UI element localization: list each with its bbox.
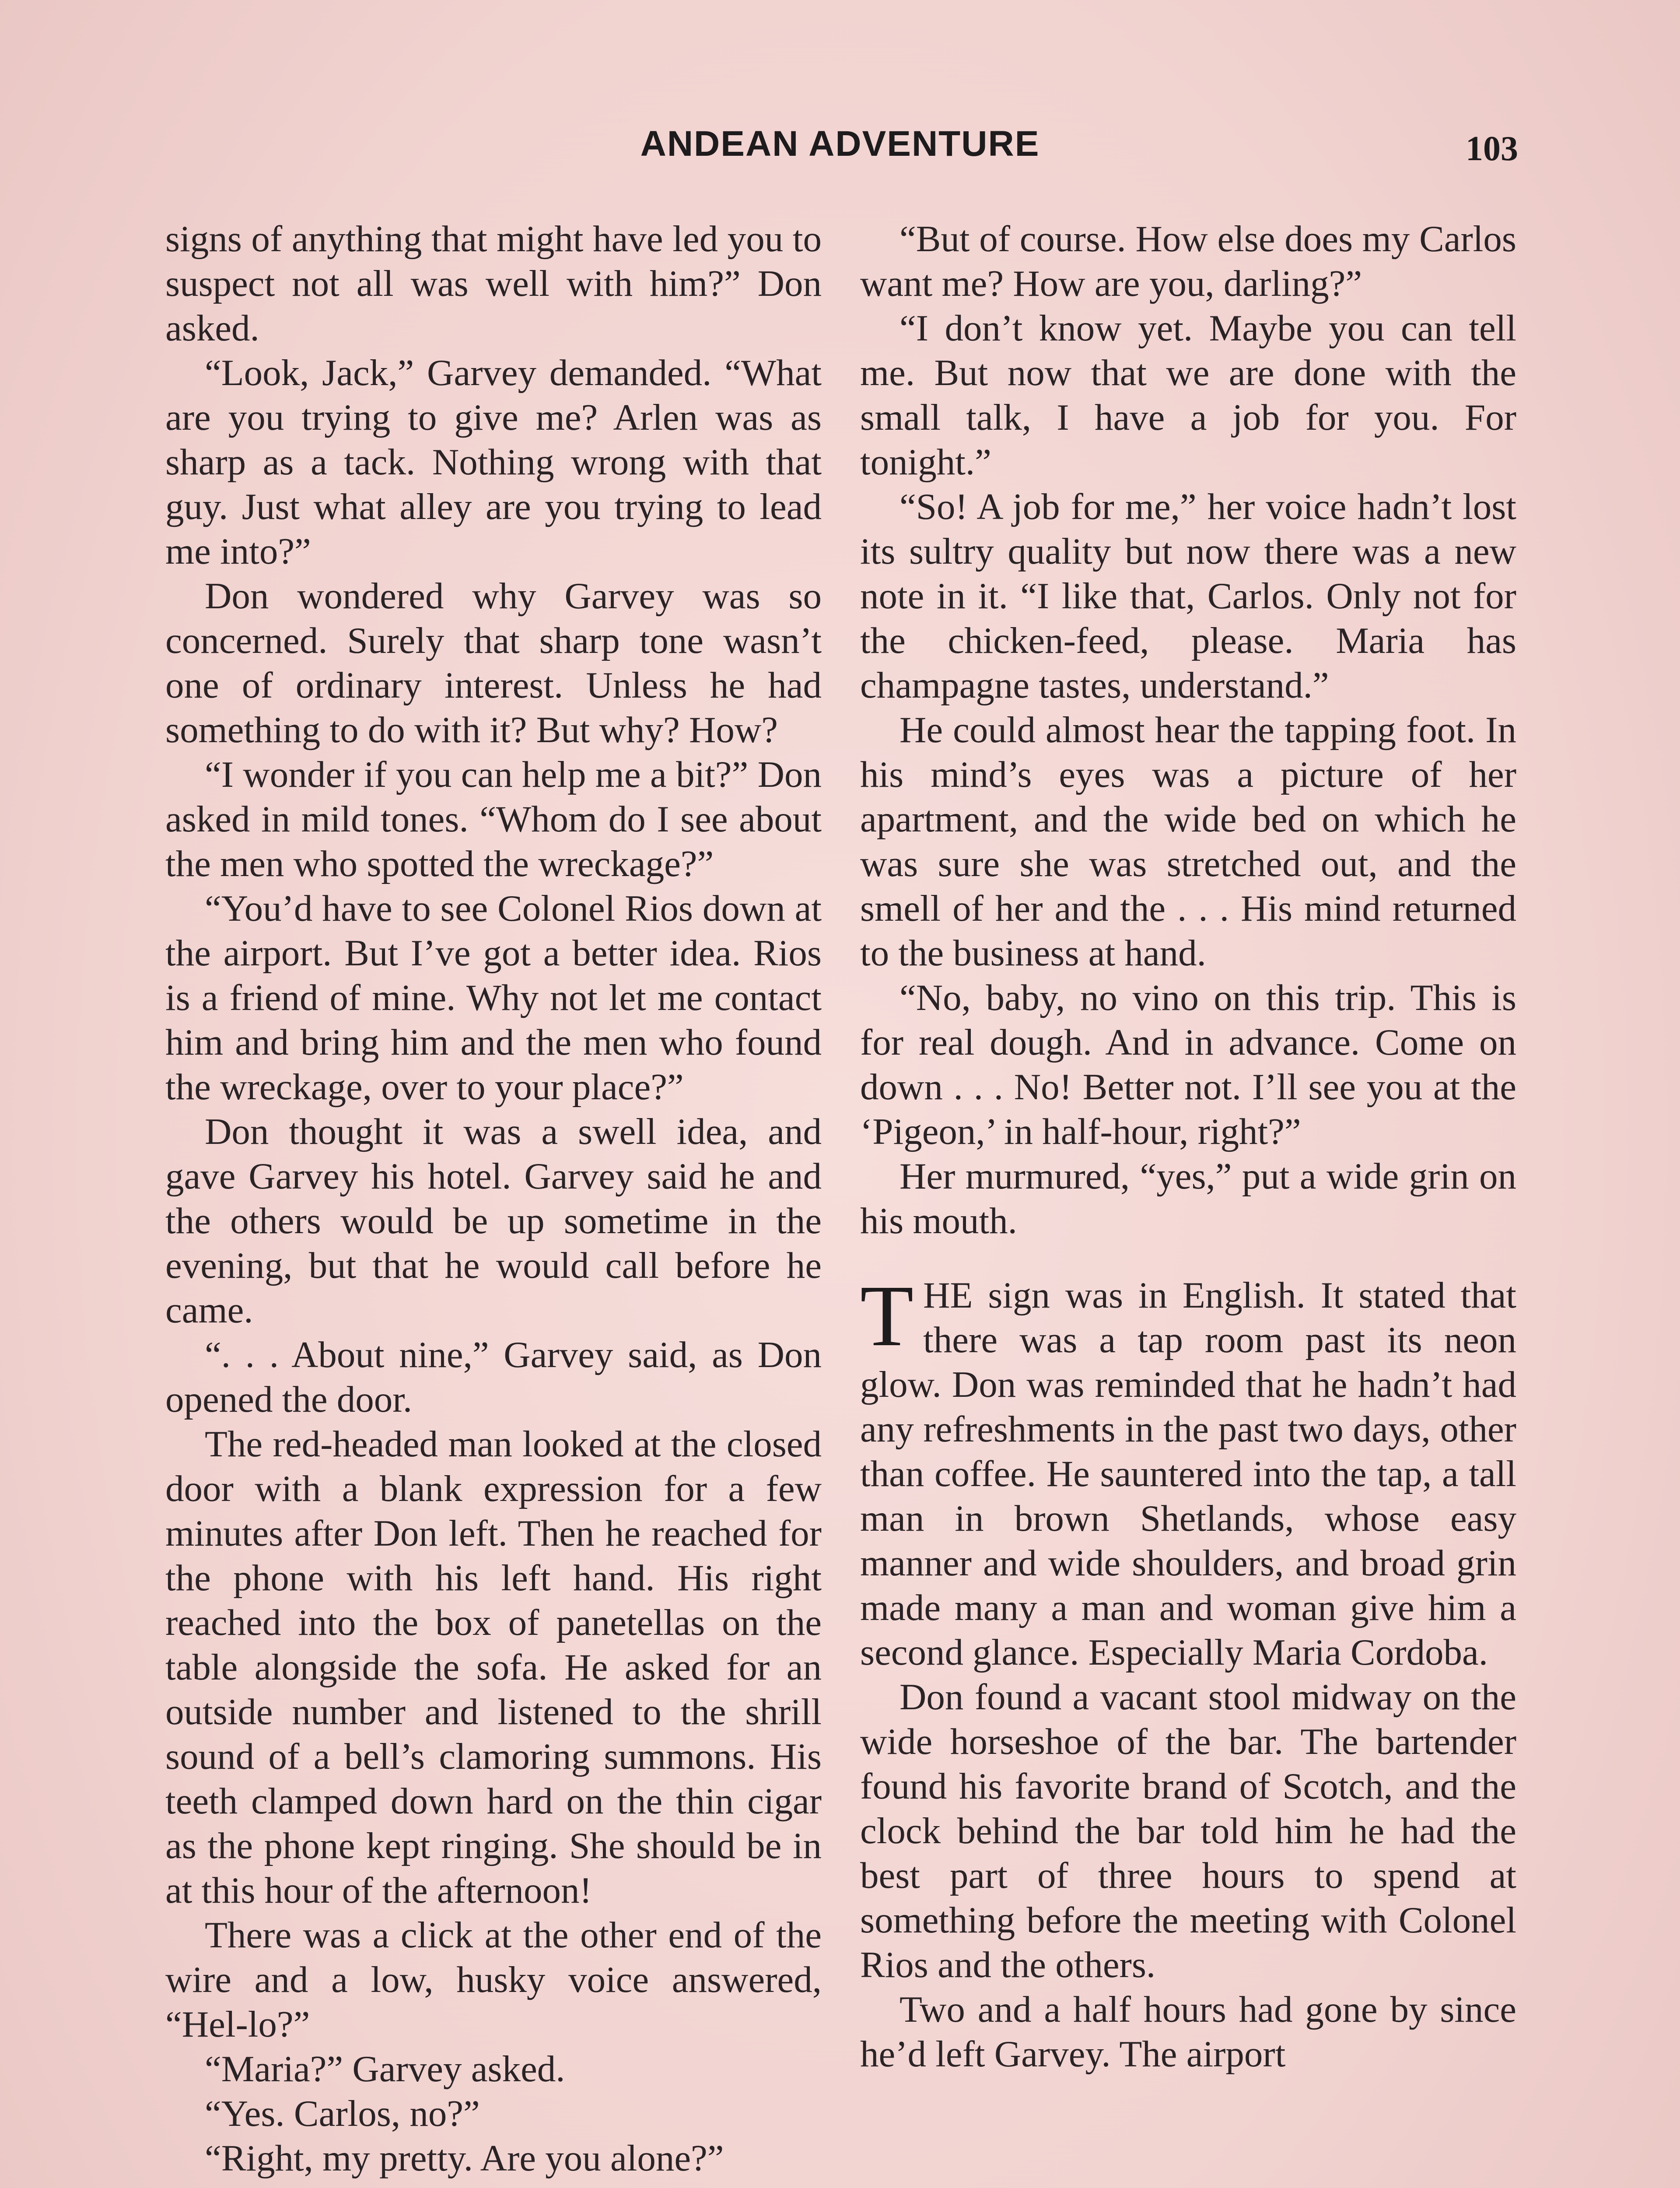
- paragraph: “Look, Jack,” Garvey demanded. “What are you trying to give me? Arlen was as sharp as a tack. Nothing wrong with that guy. Just what alley are you trying to lead me into?”: [165, 352, 822, 572]
- paragraph: There was a click at the other end of the wire and a low, husky voice answered, “Hel-lo?”: [165, 1914, 822, 2045]
- paragraph: “Maria?” Garvey asked.: [205, 2048, 565, 2090]
- left-column: [165, 217, 822, 2181]
- paragraph: Two and a half hours had gone by since he’d left Garvey. The airport: [860, 1989, 1516, 2075]
- drop-cap: T: [860, 1268, 914, 1364]
- paragraph: The red-headed man looked at the closed door with a blank expression for a few minutes after Don left. Then he reached for the phone with his left hand. His right reached into the box of panetellas on the table alongside the sofa. He asked for an outside number and listened to the shrill sound of a bell’s clamoring summons. His teeth clamped down hard on the thin cigar as the phone kept ringing. She should be in at this hour of the afternoon!: [165, 1424, 822, 1911]
- page-number: 103: [1466, 130, 1518, 168]
- paragraph: “Right, my pretty. Are you alone?”: [205, 2138, 724, 2179]
- paragraph: Don thought it was a swell idea, and gave Garvey his hotel. Garvey said he and the others would be up sometime in the evening, but that he would call before he came.: [165, 1111, 822, 1331]
- paragraph: “I wonder if you can help me a bit?” Don asked in mild tones. “Whom do I see about the men who spotted the wreckage?”: [165, 754, 822, 884]
- paragraph: “. . . About nine,” Garvey said, as Don opened the door.: [165, 1334, 822, 1420]
- paragraph: “Yes. Carlos, no?”: [205, 2093, 480, 2134]
- right-column: [860, 217, 1516, 2076]
- paragraph: signs of anything that might have led you to suspect not all was well with him?” Don asked.: [165, 218, 822, 349]
- paragraph: “So! A job for me,” her voice hadn’t lost its sultry quality but now there was a new note in it. “I like that, Carlos. Only not for the chicken-feed, please. Maria has champagne tastes, understand.”: [860, 486, 1516, 706]
- paragraph: “You’d have to see Colonel Rios down at the airport. But I’ve got a better idea. Rios is a friend of mine. Why not let me contact him and bring him and the men who found the wreckage, over to your place?”: [165, 888, 822, 1108]
- paragraph: Don found a vacant stool midway on the wide horseshoe of the bar. The bartender found his favorite brand of Scotch, and the clock behind the bar told him he had the best part of three hours to spend at something before the meeting with Colonel Rios and the others.: [860, 1676, 1516, 1985]
- paragraph: “I don’t know yet. Maybe you can tell me. But now that we are done with the small talk, I have a job for you. For tonight.”: [860, 308, 1516, 483]
- paragraph: He could almost hear the tapping foot. In his mind’s eyes was a picture of her apartment, and the wide bed on which he was sure she was stretched out, and the smell of her and the . . . His mind returned to the business at hand.: [860, 709, 1516, 974]
- paragraph: “But of course. How else does my Carlos want me? How are you, darling?”: [860, 218, 1516, 304]
- paragraph-text: HE sign was in English. It stated that there was a tap room past its neon glow. Don was reminded that he hadn’t had any refreshments in the past two days, other than coffee. He sauntered into the tap, a tall man in brown Shetlands, whose easy manner and wide shoulders, and broad grin made many a man and woman give him a second glance. Especially Maria Cordoba.: [860, 1275, 1516, 1673]
- section-opening-paragraph: [860, 1268, 1516, 1675]
- paragraph: Don wondered why Garvey was so concerned. Surely that sharp tone wasn’t one of ordinary interest. Unless he had something to do with it? But why? How?: [165, 575, 822, 750]
- running-title: ANDEAN ADVENTURE: [640, 124, 1040, 164]
- paragraph: “No, baby, no vino on this trip. This is for real dough. And in advance. Come on down . . . No! Better not. I’ll see you at the ‘Pigeon,’ in half-hour, right?”: [860, 977, 1516, 1152]
- paragraph: Her murmured, “yes,” put a wide grin on his mouth.: [860, 1156, 1516, 1241]
